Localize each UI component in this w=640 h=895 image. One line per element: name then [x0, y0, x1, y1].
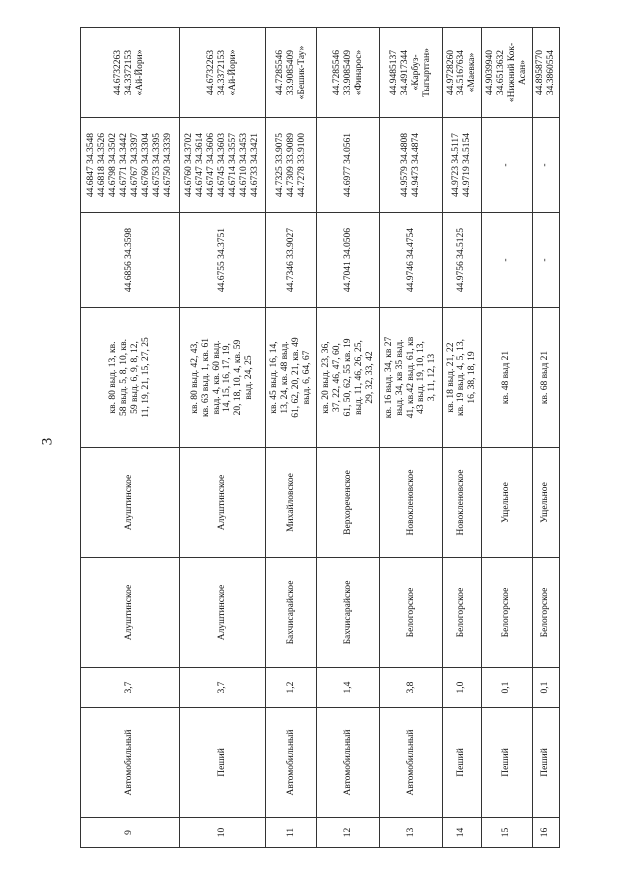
- waypoint-coordinates: 44.7325 33.9075 44.7309 33.9089 44.7278 33.9100: [266, 118, 317, 213]
- route-type: Пеший: [442, 708, 481, 818]
- route-length: 1,0: [442, 668, 481, 708]
- waypoint-coordinates: 44.6760 34.3702 44.6747 34.3614 44.6747 34.3606 44.6745 34.3603 44.6714 34.3557 44.6710 34.3453 44.6733 34.3421: [179, 118, 266, 213]
- route-type: Автомобильный: [380, 708, 443, 818]
- table-row: [179, 28, 266, 848]
- route-length: 3,7: [179, 668, 266, 708]
- district-name: Бахчисарайское: [266, 558, 317, 668]
- start-coordinates: 44.7346 33.9027: [266, 213, 317, 308]
- end-point: 44.8958770 34.3860554: [532, 28, 559, 118]
- start-coordinates: 44.6856 34.3598: [81, 213, 180, 308]
- start-coordinates: 44.6755 34.3751: [179, 213, 266, 308]
- route-length: 1,4: [317, 668, 380, 708]
- end-point: 44.6732263 34.3372153 «Ай-Йори»: [81, 28, 180, 118]
- waypoint-coordinates: -: [481, 118, 532, 213]
- forestry-name: Михайловское: [266, 448, 317, 558]
- end-point: 44.6732263 34.3372153 «Ай-Йори»: [179, 28, 266, 118]
- route-length: 0,1: [532, 668, 559, 708]
- waypoint-coordinates: 44.9723 34.5117 44.9719 34.5154: [442, 118, 481, 213]
- forestry-name: Ущельное: [481, 448, 532, 558]
- table-row: [481, 28, 532, 848]
- row-number: 16: [532, 818, 559, 848]
- forestry-name: Алуштинское: [179, 448, 266, 558]
- district-name: Белогорское: [442, 558, 481, 668]
- forestry-name: Ущельное: [532, 448, 559, 558]
- table-body: [81, 28, 560, 848]
- district-name: Алуштинское: [179, 558, 266, 668]
- waypoint-coordinates: 44.9579 34.4808 44.9473 34.4874: [380, 118, 443, 213]
- route-type: Автомобильный: [266, 708, 317, 818]
- start-coordinates: 44.7041 34.0506: [317, 213, 380, 308]
- quarter-list: кв. 68 выд 21: [532, 308, 559, 448]
- row-number: 14: [442, 818, 481, 848]
- waypoint-coordinates: 44.6847 34.3548 44.6818 34.3526 44.6798 34.3502 44.6771 34.3442 44.6767 34.3397 44.6760 34.3304 44.6753 34.3395 44.6750 34.3339: [81, 118, 180, 213]
- quarter-list: кв. 16 выд. 34, кв 27 выд. 34, кв 35 выд. 41, кв.42 выд. 61, кв 43 выд. 19, 10, 13, 3, 11, 12, 13: [380, 308, 443, 448]
- district-name: Белогорское: [532, 558, 559, 668]
- start-coordinates: -: [481, 213, 532, 308]
- forestry-name: Алуштинское: [81, 448, 180, 558]
- end-point: 44.9039940 34.6513632 «Нижний Кок-Асан»: [481, 28, 532, 118]
- route-type: Автомобильный: [317, 708, 380, 818]
- quarter-list: кв. 80 выд. 42, 43, кв. 63 выд. 1, кв. 61 выд. 4, кв. 60 выд. 14, 15, 16, 17, 19, 20, 18, 10, 4, кв. 59 выд. 24, 25: [179, 308, 266, 448]
- end-point: 44.9485137 34.4917344 «Карбуз-Тыгыртган»: [380, 28, 443, 118]
- forestry-name: Новокленовское: [380, 448, 443, 558]
- district-name: Белогорское: [380, 558, 443, 668]
- quarter-list: кв. 45 выд. 16, 14, 13, 24, кв. 48 выд. 61, 62, 20, 21, кв. 49 выд. 6, 64, 67: [266, 308, 317, 448]
- district-name: Бахчисарайское: [317, 558, 380, 668]
- routes-table: [80, 27, 560, 848]
- forestry-name: Новокленовское: [442, 448, 481, 558]
- route-type: Пеший: [481, 708, 532, 818]
- start-coordinates: 44.9746 34.4754: [380, 213, 443, 308]
- district-name: Белогорское: [481, 558, 532, 668]
- table-row: [442, 28, 481, 848]
- end-point: 44.7285546 33.9085409 «Бешик-Тау»: [266, 28, 317, 118]
- end-point: 44.7285546 33.9085409 «Финарос»: [317, 28, 380, 118]
- row-number: 12: [317, 818, 380, 848]
- row-number: 15: [481, 818, 532, 848]
- row-number: 13: [380, 818, 443, 848]
- table-row: [317, 28, 380, 848]
- start-coordinates: 44.9756 34.5125: [442, 213, 481, 308]
- table-row: [81, 28, 180, 848]
- waypoint-coordinates: 44.6977 34.0561: [317, 118, 380, 213]
- quarter-list: кв. 48 выд 21: [481, 308, 532, 448]
- route-length: 3,8: [380, 668, 443, 708]
- route-length: 3,7: [81, 668, 180, 708]
- quarter-list: кв. 80 выд. 13, кв. 58 выд. 5, 8, 10, кв. 59 выд. 6, 9, 8, 12, 11, 19, 21, 15, 27, 25: [81, 308, 180, 448]
- route-length: 1,2: [266, 668, 317, 708]
- route-type: Пеший: [532, 708, 559, 818]
- start-coordinates: -: [532, 213, 559, 308]
- row-number: 10: [179, 818, 266, 848]
- page-number: 3: [39, 437, 56, 446]
- quarter-list: кв. 18 выд. 21, 22 кв. 19 выд. 4, 5, 13, 16, 38, 18, 19: [442, 308, 481, 448]
- route-type: Пеший: [179, 708, 266, 818]
- table-row: [380, 28, 443, 848]
- waypoint-coordinates: -: [532, 118, 559, 213]
- forestry-name: Верхореченское: [317, 448, 380, 558]
- route-length: 0,1: [481, 668, 532, 708]
- table-row: [266, 28, 317, 848]
- row-number: 9: [81, 818, 180, 848]
- route-type: Автомобильный: [81, 708, 180, 818]
- row-number: 11: [266, 818, 317, 848]
- end-point: 44.9728260 34.5167634 «Маевка»: [442, 28, 481, 118]
- table-row: [532, 28, 559, 848]
- quarter-list: кв. 20 выд. 23, 36, 37, 22, 46, 47, 60, 61, 50, 62, 55 кв. 19 выд. 11, 46, 26, 25, 29, 32, 33, 42: [317, 308, 380, 448]
- rotated-sheet: [80, 28, 560, 848]
- district-name: Алуштинское: [81, 558, 180, 668]
